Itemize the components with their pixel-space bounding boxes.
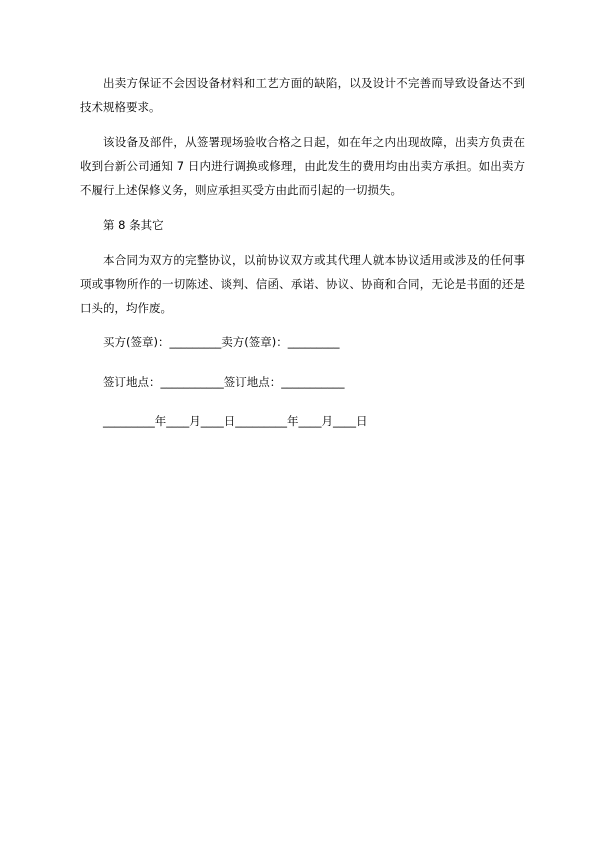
signing-place-line: 签订地点：___________签订地点：___________ xyxy=(103,375,345,389)
signature-line: 买方(签章)：_________卖方(签章)：_________ xyxy=(103,335,340,349)
document-body xyxy=(80,71,525,433)
section-paragraph: 本合同为双方的完整协议，以前协议双方或其代理人就本协议适用或涉及的任何事项或事物所作的一切陈述、谈判、信函、承诺、协议、协商和合同，无论是书面的还是口头的，均作废。 xyxy=(80,253,525,315)
warranty-paragraph: 出卖方保证不会因设备材料和工艺方面的缺陷，以及设计不完善而导致设备达不到技术规格要求。 xyxy=(80,76,525,114)
repair-paragraph: 该设备及部件，从签署现场验收合格之日起，如在年之内出现故障，出卖方负责在收到台新公司通知 7 日内进行调换或修理，由此发生的费用均由出卖方承担。如出卖方不履行上述保修义务，则应承担买受方由此而引起的一切损失。 xyxy=(80,135,525,197)
date-line: _________年____月____日_________年____月____日 xyxy=(103,414,368,428)
section-heading: 第 8 条其它 xyxy=(103,218,164,232)
